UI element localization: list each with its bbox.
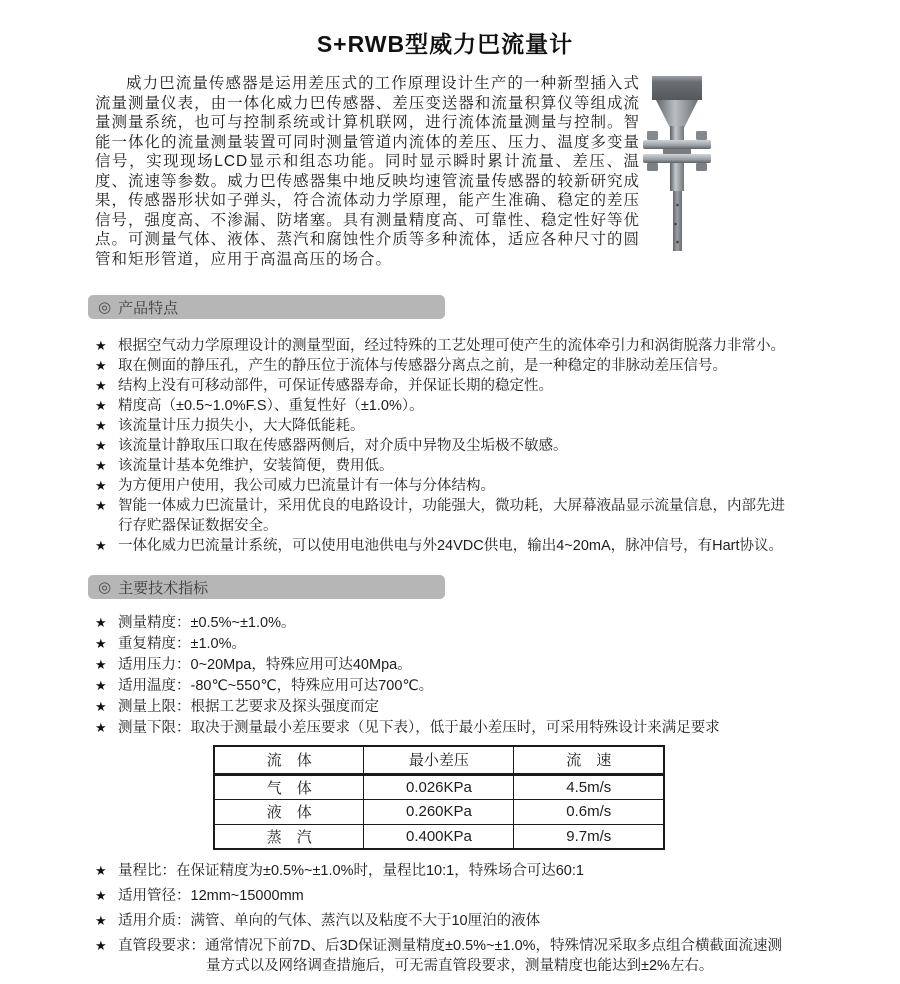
star-icon: ★	[95, 398, 107, 413]
feature-text: 该流量计基本免维护，安装简便，费用低。	[118, 458, 394, 474]
feature-text: 取在侧面的静压孔，产生的静压位于流体与传感器分离点之前，是一种稳定的非脉动差压信号。	[118, 358, 727, 374]
feature-item	[95, 436, 795, 456]
intro-paragraph: 威力巴流量传感器是运用差压式的工作原理设计生产的一种新型插入式流量测量仪表，由一体化威力巴传感器、差压变送器和流量积算仪等组成流量测量系统，也可与控制系统或计算机联网，进行流体流量测量与控制。智能一体化的流量测量装置可同时测量管道内流体的差压、压力、温度多变量信号，实现现场LCD显示和组态功能。同时显示瞬时累计流量、差压、温度、流速等参数。威力巴传感器集中地反映均速管流量传感器的较新研究成果，传感器形状如子弹头，符合流体动力学原理，能产生准确、稳定的差压信号，强度高、不渗漏、防堵塞。具有测量精度高、可靠性、稳定性好等优点。可测量气体、液体、蒸汽和腐蚀性介质等多种流体，适应各种尺寸的圆管和矩形管道，应用于高温高压的场合。	[95, 75, 640, 268]
feature-item	[95, 356, 795, 376]
ring-bullet-icon: ◎	[98, 299, 112, 316]
spec-item	[95, 676, 795, 697]
table-row	[214, 824, 664, 849]
spec-text: 适用压力：0~20Mpa，特殊应用可达40Mpa。	[118, 657, 412, 673]
star-icon: ★	[95, 478, 107, 493]
star-icon: ★	[95, 636, 107, 651]
min-differential-pressure-table	[213, 745, 665, 850]
feature-item	[95, 476, 795, 496]
cell-fluid: 蒸 汽	[214, 824, 364, 849]
spec-text: 测量上限：根据工艺要求及探头强度而定	[118, 699, 379, 715]
ring-bullet-icon: ◎	[98, 579, 112, 596]
star-icon: ★	[95, 418, 107, 433]
cell-velocity: 9.7m/s	[514, 824, 664, 849]
feature-item	[95, 376, 795, 396]
star-icon: ★	[95, 888, 107, 903]
star-icon: ★	[95, 657, 107, 672]
feature-item	[95, 536, 795, 556]
star-icon: ★	[95, 498, 107, 513]
spec-text: 测量精度：±0.5%~±1.0%。	[118, 615, 296, 631]
star-icon: ★	[95, 615, 107, 630]
table-row	[214, 774, 664, 799]
star-icon: ★	[95, 338, 107, 353]
product-photo	[640, 74, 795, 256]
star-icon: ★	[95, 699, 107, 714]
footer-text: 适用管径：12mm~15000mm	[118, 888, 304, 904]
cell-min-dp: 0.026KPa	[364, 774, 514, 799]
cell-min-dp: 0.260KPa	[364, 799, 514, 824]
spec-text: 重复精度：±1.0%。	[118, 636, 247, 652]
feature-text: 结构上没有可移动部件，可保证传感器寿命，并保证长期的稳定性。	[118, 378, 553, 394]
spec-item	[95, 634, 795, 655]
footer-text: 直管段要求：通常情况下前7D、后3D保证测量精度±0.5%~±1.0%，特殊情况采取多点组合横截面流速测量方式以及网络调查措施后，可无需直管段要求，测量精度也能达到±2%左右。	[118, 938, 783, 974]
feature-text: 为方便用户使用，我公司威力巴流量计有一体与分体结构。	[118, 478, 495, 494]
cell-velocity: 4.5m/s	[514, 774, 664, 799]
feature-item	[95, 496, 795, 536]
star-icon: ★	[95, 438, 107, 453]
page-title: S+RWB型威力巴流量计	[316, 31, 574, 57]
cell-fluid: 液 体	[214, 799, 364, 824]
intro-section	[95, 74, 795, 269]
spec-item	[95, 697, 795, 718]
feature-item	[95, 336, 795, 356]
specs-list	[95, 613, 795, 739]
table-row	[214, 799, 664, 824]
feature-item	[95, 416, 795, 436]
col-header-min-dp: 最小差压	[364, 746, 514, 774]
feature-text: 该流量计静取压口取在传感器两侧后，对介质中异物及尘垢极不敏感。	[118, 438, 568, 454]
star-icon: ★	[95, 538, 107, 553]
cell-velocity: 0.6m/s	[514, 799, 664, 824]
flow-meter-probe-illustration	[642, 74, 712, 256]
col-header-velocity: 流 速	[514, 746, 664, 774]
spec-text: 适用温度：-80℃~550℃，特殊应用可达700℃。	[118, 678, 434, 694]
feature-text: 一体化威力巴流量计系统，可以使用电池供电与外24VDC供电，输出4~20mA，脉冲信号，有Hart协议。	[118, 538, 784, 554]
star-icon: ★	[95, 678, 107, 693]
feature-text: 该流量计压力损失小，大大降低能耗。	[118, 418, 365, 434]
feature-text: 精度高（±0.5~1.0%F.S）、重复性好（±1.0%）。	[118, 398, 424, 414]
footer-item	[95, 936, 795, 976]
features-list	[95, 336, 795, 556]
feature-text: 智能一体威力巴流量计，采用优良的电路设计，功能强大，微功耗，大屏幕液晶显示流量信息，内部先进行存贮器保证数据安全。	[118, 498, 785, 534]
feature-item	[95, 396, 795, 416]
section-title-specs: 主要技术指标	[118, 579, 209, 597]
spec-item	[95, 718, 795, 739]
section-title-features: 产品特点	[118, 299, 179, 317]
footer-item	[95, 886, 795, 906]
spec-item	[95, 655, 795, 676]
section-header-specs	[88, 575, 445, 599]
cell-min-dp: 0.400KPa	[364, 824, 514, 849]
section-header-features	[88, 295, 445, 319]
footer-item	[95, 861, 795, 881]
footer-text: 适用介质：满管、单向的气体、蒸汽以及粘度不大于10厘泊的液体	[118, 913, 541, 929]
star-icon: ★	[95, 378, 107, 393]
feature-text: 根据空气动力学原理设计的测量型面，经过特殊的工艺处理可使产生的流体牵引力和涡街脱落力非常小。	[118, 338, 785, 354]
cell-fluid: 气 体	[214, 774, 364, 799]
footer-item	[95, 911, 795, 931]
footer-specs-list	[95, 861, 795, 976]
feature-item	[95, 456, 795, 476]
star-icon: ★	[95, 863, 107, 878]
star-icon: ★	[95, 938, 107, 953]
star-icon: ★	[95, 458, 107, 473]
spec-item	[95, 613, 795, 634]
star-icon: ★	[95, 913, 107, 928]
footer-text: 量程比：在保证精度为±0.5%~±1.0%时，量程比10:1，特殊场合可达60:1	[118, 863, 584, 879]
table-header-row	[214, 746, 664, 774]
col-header-fluid: 流 体	[214, 746, 364, 774]
spec-text: 测量下限：取决于测量最小差压要求（见下表），低于最小差压时，可采用特殊设计来满足要求	[118, 720, 720, 736]
star-icon: ★	[95, 358, 107, 373]
star-icon: ★	[95, 720, 107, 735]
